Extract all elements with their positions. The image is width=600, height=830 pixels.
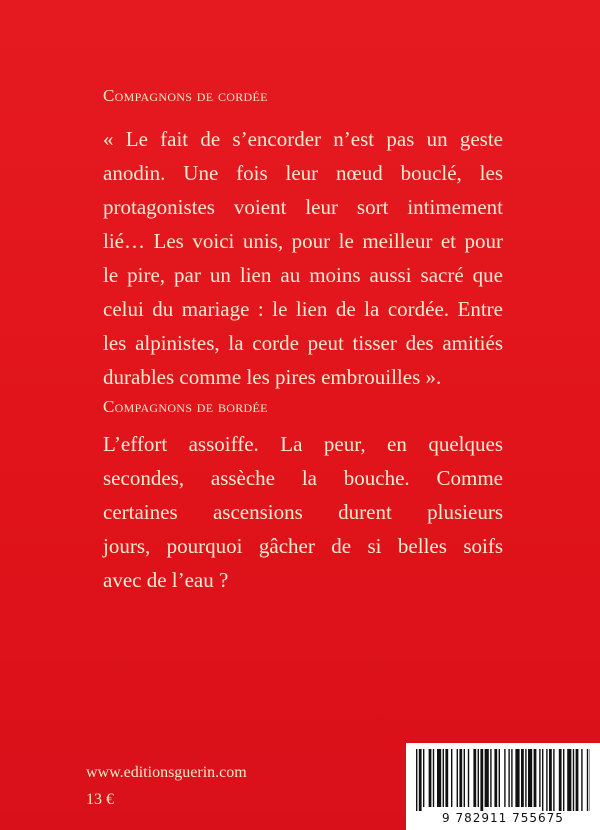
isbn-number: 9 782911 755675 xyxy=(442,811,564,825)
barcode-bar xyxy=(443,749,444,807)
barcode-bar xyxy=(559,749,562,811)
barcode-bar xyxy=(457,749,458,807)
text-line: jours, pourquoi gâcher de si belles soifs xyxy=(103,534,503,558)
text-line: L’effort assoiffe. La peur, en quelques xyxy=(103,432,503,456)
barcode-bar xyxy=(468,749,469,807)
quote-paragraph xyxy=(103,122,503,394)
barcode-bar xyxy=(511,749,512,807)
price-label: 13 € xyxy=(86,791,114,808)
section-heading-bordee: Compagnons de bordée xyxy=(103,397,268,416)
barcode-bar xyxy=(576,749,579,811)
barcode-bar xyxy=(587,749,588,811)
barcode-bar xyxy=(433,749,434,807)
barcode-bar xyxy=(490,749,491,807)
text-line: avec de l’eau ? xyxy=(103,568,229,592)
barcode-bar xyxy=(464,749,465,807)
barcode-bar xyxy=(499,749,500,807)
publisher-website: www.editionsguerin.com xyxy=(86,764,247,781)
barcode-bar xyxy=(494,749,497,807)
barcode-bar xyxy=(546,749,547,811)
text-line: celui du mariage : le lien de la cordée. Entre xyxy=(103,297,503,321)
barcode-bar xyxy=(521,749,524,807)
barcode-bar xyxy=(528,749,532,807)
barcode-bar xyxy=(437,749,441,807)
barcode-bar xyxy=(539,749,540,807)
barcode-bar xyxy=(567,749,571,811)
barcode-bar xyxy=(573,749,574,811)
text-line: protagonistes voient leur sort intimement xyxy=(103,195,503,219)
barcode-bar xyxy=(549,749,552,811)
barcode-bar xyxy=(423,749,424,807)
barcode-bar xyxy=(485,749,489,807)
barcode-bar xyxy=(534,749,537,807)
text-line: le pire, par un lien au moins aussi sacré que xyxy=(103,263,503,287)
text-line: les alpinistes, la corde peut tisser des amitiés xyxy=(103,331,503,355)
barcode-bars xyxy=(416,749,590,811)
text-line: certaines ascensions durent plusieurs xyxy=(103,500,503,524)
barcode-bar xyxy=(459,749,462,807)
barcode-bar xyxy=(480,749,483,811)
barcode-bar xyxy=(429,749,432,807)
text-line: durables comme les pires embrouilles ». xyxy=(103,365,442,389)
barcode-bar xyxy=(419,749,422,811)
barcode-bar xyxy=(451,749,452,807)
barcode-bar xyxy=(416,749,417,811)
barcode-bar xyxy=(445,749,448,807)
barcode-bar xyxy=(508,749,509,807)
barcode-bar xyxy=(515,749,519,807)
barcode-bar xyxy=(553,749,554,811)
section-heading-cordee: Compagnons de cordée xyxy=(103,86,268,105)
description-paragraph xyxy=(103,427,503,597)
text-line: anodin. Une fois leur nœud bouclé, les xyxy=(103,161,503,185)
barcode-bar xyxy=(581,749,582,811)
text-line: lié… Les voici unis, pour le meilleur et pour xyxy=(103,229,503,253)
barcode-bar xyxy=(563,749,564,811)
barcode-bar xyxy=(478,749,479,807)
barcode-bar xyxy=(525,749,526,807)
text-line: « Le fait de s’encorder n’est pas un geste xyxy=(103,127,503,151)
barcode-bar xyxy=(504,749,505,807)
text-line: secondes, assèche la bouche. Comme xyxy=(103,466,503,490)
barcode-bar xyxy=(473,749,476,807)
barcode xyxy=(406,743,600,830)
barcode-bar xyxy=(542,749,543,811)
